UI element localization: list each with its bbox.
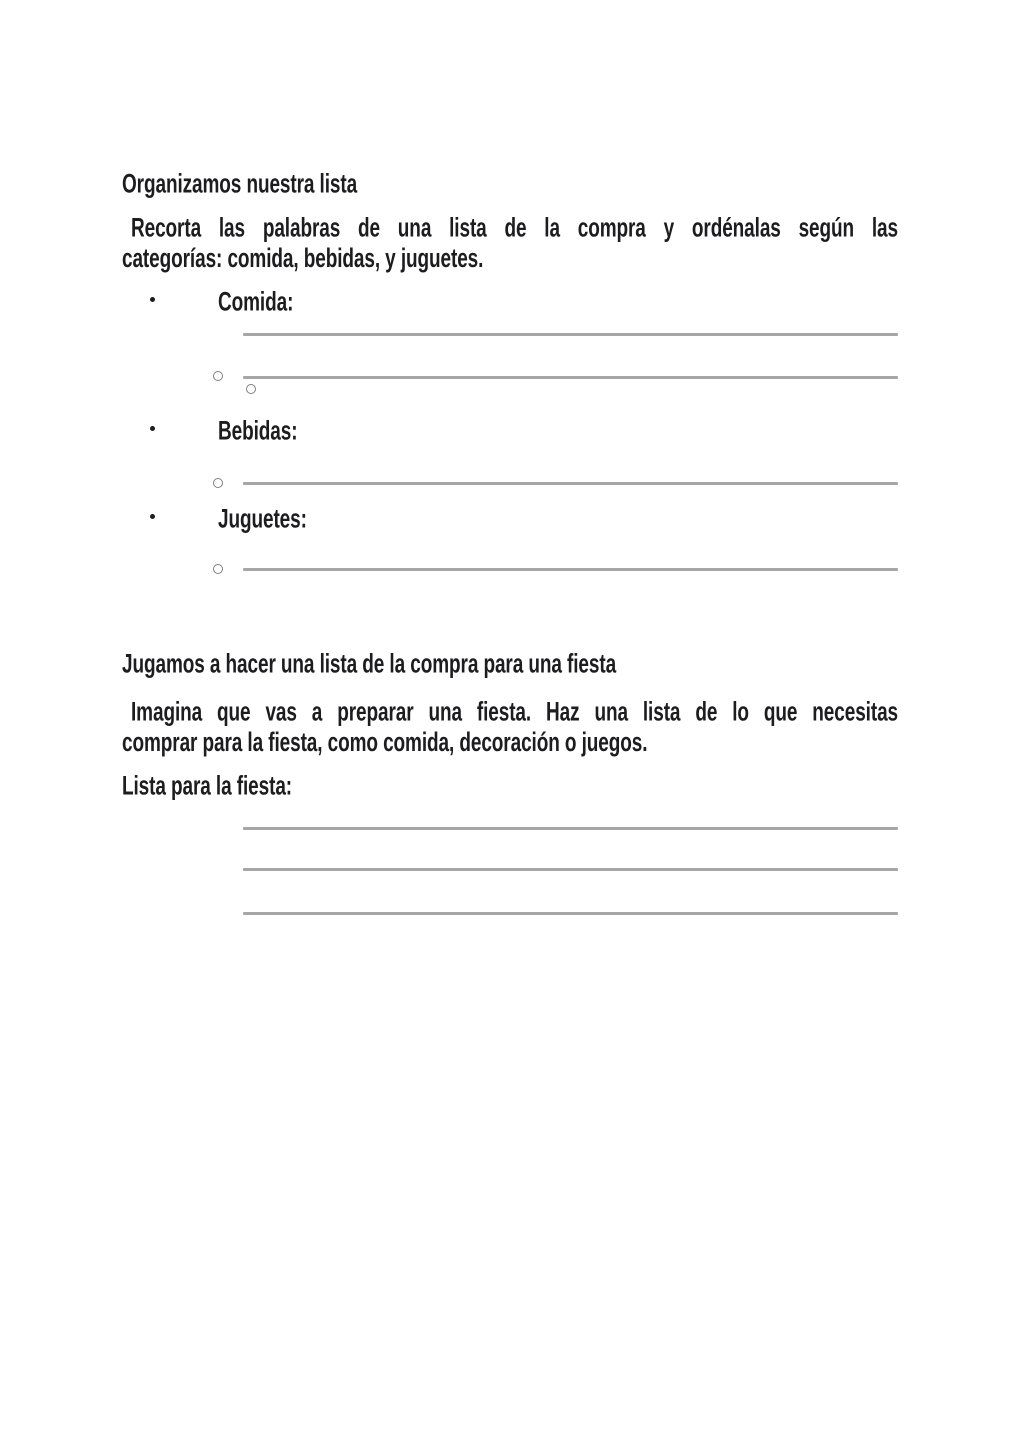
instructions-organize-line-1: Recorta las palabras de una lista de la compra y ordénalas según las (131, 214, 898, 244)
category-label-comida: Comida: (218, 288, 294, 318)
instructions-party-line-1: Imagina que vas a preparar una fiesta. Haz una lista de lo que necesitas (131, 698, 898, 728)
answer-line-juguetes-1[interactable] (243, 568, 898, 571)
answer-line-comida-2[interactable] (243, 376, 898, 379)
answer-line-comida-1[interactable] (243, 333, 898, 336)
section-title-organize: Organizamos nuestra lista (122, 170, 358, 200)
instructions-party (122, 698, 898, 760)
circle-bullet-icon (213, 564, 223, 574)
answer-line-party-3[interactable] (243, 912, 898, 915)
answer-line-party-1[interactable] (243, 827, 898, 830)
circle-bullet-icon (213, 371, 223, 381)
bullet-dot-icon (150, 514, 155, 519)
answer-line-party-2[interactable] (243, 868, 898, 871)
section-title-party: Jugamos a hacer una lista de la compra para una fiesta (122, 650, 617, 680)
circle-bullet-icon (213, 478, 223, 488)
instructions-party-line-2: comprar para la fiesta, como comida, decoración o juegos. (122, 728, 648, 759)
category-label-juguetes: Juguetes: (218, 505, 307, 535)
instructions-organize-line-2: categorías: comida, bebidas, y juguetes. (122, 244, 484, 275)
circle-bullet-icon (246, 384, 256, 394)
answer-line-bebidas-1[interactable] (243, 482, 898, 485)
bullet-dot-icon (150, 297, 155, 302)
instructions-organize (122, 214, 898, 276)
category-label-bebidas: Bebidas: (218, 417, 298, 447)
bullet-dot-icon (150, 426, 155, 431)
party-list-label: Lista para la fiesta: (122, 772, 293, 802)
